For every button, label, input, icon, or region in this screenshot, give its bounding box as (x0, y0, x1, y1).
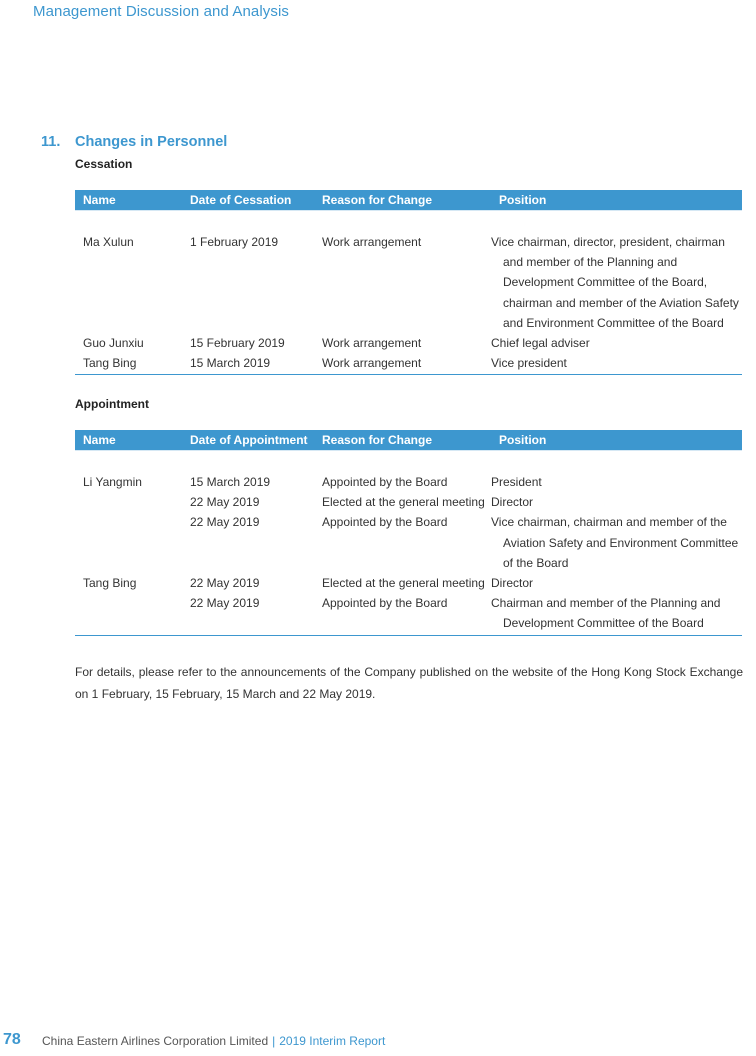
appointment-heading: Appointment (75, 397, 149, 411)
table-row (75, 512, 742, 573)
section-title: Changes in Personnel (75, 134, 228, 150)
cell-reason: Elected at the general meeting (322, 495, 485, 510)
cessation-heading: Cessation (75, 157, 133, 171)
section-heading (41, 134, 227, 150)
cell-position (491, 353, 742, 375)
cessation-table (75, 190, 742, 375)
position-text: Vice chairman, chairman and member of the Aviation Safety and Environment Committee of the Board (491, 515, 739, 570)
cell-position (491, 512, 742, 573)
footer-separator: | (272, 1034, 276, 1048)
cell-date: 22 May 2019 (190, 576, 260, 591)
position-text: Vice chairman, director, president, chairman and member of the Planning and Development Committee of the Board, chairman and member of the Aviation Safety and Environment Committee of the Board (491, 235, 739, 330)
appointment-table (75, 430, 742, 636)
table-row (75, 232, 742, 333)
report-title: 2019 Interim Report (279, 1034, 386, 1048)
cell-position (491, 232, 742, 333)
cell-position (491, 573, 742, 593)
column-header: Position (491, 430, 742, 451)
table-row (75, 492, 742, 512)
position-text: Director (491, 495, 534, 510)
cell-position (491, 472, 742, 492)
position-text: Chief legal adviser (491, 336, 590, 351)
cell-position (491, 492, 742, 512)
table-header-row (75, 430, 742, 451)
column-header: Position (491, 190, 742, 211)
cell-name (75, 512, 182, 573)
cell-date: 22 May 2019 (190, 596, 260, 611)
column-header: Date of Cessation (182, 190, 314, 211)
column-header: Date of Appointment (182, 430, 314, 451)
footer-text (42, 1034, 385, 1048)
cell-name (75, 492, 182, 512)
column-header: Name (75, 430, 182, 451)
cell-reason: Appointed by the Board (322, 596, 448, 611)
cell-name: Tang Bing (83, 576, 137, 591)
company-name: China Eastern Airlines Corporation Limited (42, 1034, 269, 1048)
cell-date: 1 February 2019 (190, 235, 279, 249)
cell-reason: Appointed by the Board (322, 515, 448, 530)
table-row (75, 333, 742, 353)
table-row (75, 472, 742, 492)
cell-date: 15 February 2019 (190, 336, 285, 351)
cell-reason: Work arrangement (322, 336, 422, 351)
cell-name: Tang Bing (83, 356, 137, 371)
position-text: Chairman and member of the Planning and Development Committee of the Board (491, 596, 721, 631)
page-number: 78 (3, 1031, 21, 1048)
cell-name: Li Yangmin (83, 475, 142, 489)
table-header-row (75, 190, 742, 211)
cell-date: 15 March 2019 (190, 475, 271, 489)
cell-reason: Work arrangement (322, 235, 422, 249)
cell-name: Ma Xulun (83, 235, 134, 249)
cell-date: 22 May 2019 (190, 495, 260, 510)
position-text: President (491, 475, 542, 489)
column-header: Reason for Change (314, 430, 491, 451)
position-text: Vice president (491, 356, 567, 371)
cell-name: Guo Junxiu (83, 336, 144, 351)
footnote-paragraph: For details, please refer to the announcements of the Company published on the website of the Hong Kong Stock Exchange on 1 February, 15 February, 15 March and 22 May 2019. (75, 665, 743, 701)
cell-position (491, 333, 742, 353)
position-text: Director (491, 576, 534, 591)
table-row (75, 573, 742, 593)
column-header: Name (75, 190, 182, 211)
section-number: 11. (41, 134, 61, 150)
cell-position (491, 593, 742, 635)
table-row (75, 353, 742, 375)
cell-reason: Appointed by the Board (322, 475, 448, 489)
cell-reason: Elected at the general meeting (322, 576, 485, 591)
cell-date: 15 March 2019 (190, 356, 271, 371)
table-row (75, 593, 742, 635)
cell-date: 22 May 2019 (190, 515, 260, 530)
running-header: Management Discussion and Analysis (33, 3, 290, 20)
cell-name (75, 593, 182, 635)
column-header: Reason for Change (314, 190, 491, 211)
cell-reason: Work arrangement (322, 356, 422, 371)
